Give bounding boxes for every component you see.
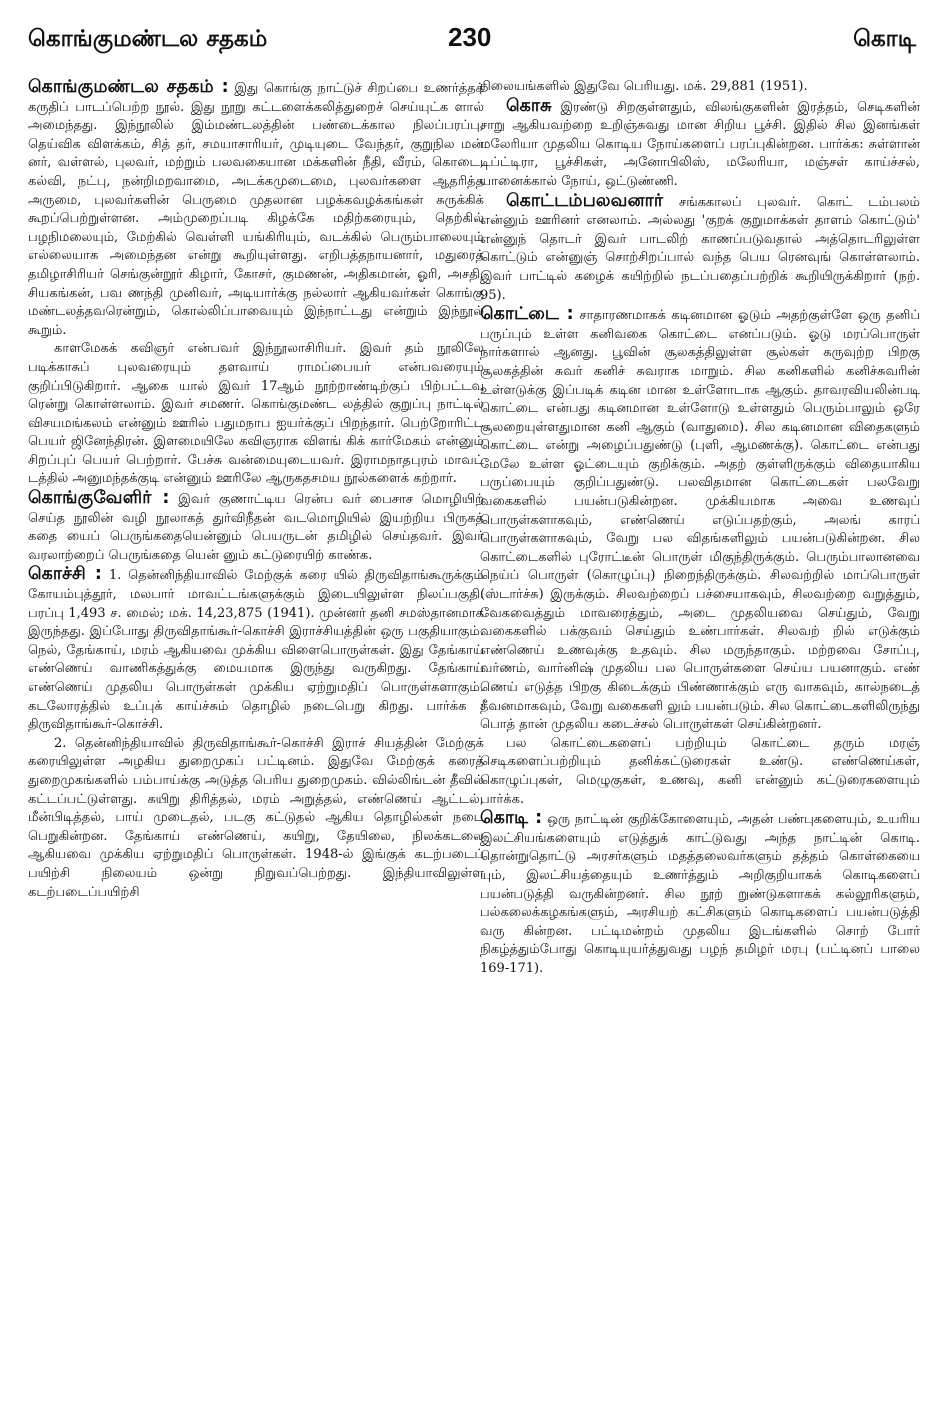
entry-text: ஒரு நாட்டின் குறிக்கோளையும், அதன் பண்புகளையும், உயரிய இலட்சியங்களையும் எடுத்துக் காட்டுவது அந்த நாட்டின் கொடி. தொன்றுதொட்டு அரசர்களும் மதத்தலைவர்களும் தத்தம் கொள்கையை யும், இலட்சியத்தையும் உணர்த்தும் அறிகுறியாகக் கொடிகளைப் பயன்படுத்தி வருகின்றனர். சில நூற் றுண்டுகளாகக் கல்லூரிகளும், பல்கலைக்கழகங்களும், அரசியற் கட்சிகளும் கொடிகளைப் பயன்படுத்தி வரு கின்றன. பட்டிமன்றம் முதலிய இடங்களில் சொற் போர் நிகழ்த்தும்போது கொடியுயர்த்துவது பழந் தமிழர் மரபு (பட்டினப் பாலை 169-171). bbox=[480, 812, 920, 976]
page-number: 230 bbox=[448, 22, 492, 52]
page-header bbox=[28, 22, 920, 62]
encyclopedia-entry bbox=[480, 97, 920, 192]
entry-headword: கொட்டம்பலவனார் bbox=[506, 190, 664, 211]
entry-text: 1. தென்னிந்தியாவில் மேற்குக் கரை யில் திருவிதாங்கூருக்கும் கோயம்புத்தூர், மலபார் மாவட்டங்களுக்கும் இடையிலுள்ள நிலப்பகுதி. பரப்பு 1,493 ச. மைல்; மக். 14,23,875 (1941). முன்னர் தனி சமஸ்தானமாக இருந்தது. இப்போது திருவிதாங்கூர்-கொச்சி இராச்சியத்தின் ஒரு பகுதியாகும். நெல், தேங்காய், மரம் ஆகியவை முக்கிய விளைபொருள்கள். இது தேங்காய் எண்ணெய் வாணிகத்துக்கு மையமாக இருந்து வருகிறது. தேங்காய் எண்ணெய் முதலிய பொருள்கள் முக்கிய ஏற்றுமதிப் பொருள்களாகும். கடலோரத்தில் உப்புக் காய்ச்சும் தொழில் நடைபெறு கிறது. பார்க்க : திருவிதாங்கூர்-கொச்சி. bbox=[28, 568, 484, 733]
entry-text: காளமேகக் கவிஞர் என்பவர் இந்நூலாசிரியர். இவர் தம் நூலிலே படிக்காசுப் புலவரையும் தளவாய் ராமப்பையர் என்பவரையும் குறிப்பிடுகிறார். ஆகை யால் இவர் 17ஆம் நூற்றாண்டிற்குப் பிற்பட்டவ ரென்று கொள்ளலாம். இவர் சமணர். கொங்குமண்ட லத்தில் குறுப்பு நாட்டில் விசயமங்கலம் என்னும் ஊரில் பதுமநாப ஐயர்க்குப் பிறந்தார். பெற்றோரிட்ட பெயர் ஜினேந்திரன். இளமையிலே கவிஞராக விளங் கிக் கார்மேகம் என்னும் சிறப்புப் பெயர் பெற்றார். பேச்சு வன்மையுடையவர். இராமநாதபுரம் மாவட் டத்தில் அனுமந்தக்குடி என்னும் ஊரிலே ஆருகதசமய நூல்களைக் கற்றார். bbox=[28, 341, 484, 487]
entry-text: இது கொங்கு நாட்டுச் சிறப்பை உணர்த்தக் கருதிப் பாடப்பெற்ற நூல். இது நூறு கட்டளைக்கலித்துறைச் செய்யுட்க ளால் அமைந்தது. இந்நூலில் இம்மண்டலத்தின் பண்டைக்கால நிலப்பரப்பு, தெய்விக விளக்கம், சித் தர், சமயாசாரியர், முடியுடை வேந்தர், குறுநில மன் னர், வள்ளல், புலவர், மற்றும் பலவகையான மக்களின் நீதி, வீரம், கொடை, கல்வி, நட்பு, நன்றிமறவாமை, அடக்கமுடைமை, புலவர்களை ஆதரித்த அருமை, புலவர்களின் பெருமை முதலான பழக்கவழக்கங்கள் சுருக்கிக் கூறப்பெற்றுள்ளன. அம்முறைப்படி கிழக்கே மதிற்கரையும், தெற்கில் பழநிமலையும், மேற்கில் வெள்ளி யங்கிரியும், வடக்கில் பெரும்பாலையும் எல்லையாக அமைந்தன என்று கூறியுள்ளது. எறிபத்தநாயனார், மதுரைத் தமிழாசிரியர் செங்குன்றூர் கிழார், கோசர், குமணன், அதிகமான், ஓரி, அசதி, சியகங்கன், பவ ணந்தி முனிவர், அடியார்க்கு நல்லார் ஆகியவர்கள் கொங்கு மண்டலத்தவரென்றும், கொல்லிப்பாவையும் இந்நாட்டது என்றும் இந்நூல் கூறும். bbox=[28, 81, 485, 338]
right-column bbox=[480, 78, 920, 979]
entry-text: சங்ககாலப் புலவர். கொட் டம்பலம் என்னும் ஊரினர் எனலாம். அல்லது 'குறக் குறுமாக்கள் தாளம் கொட்டும்' என்னுந் தொடர் இவர் பாடலிற் காணப்படுவதால் அத்தொடரிலுள்ள கொட்டும் என்னுஞ் சொற்சிறப்பால் வந்த பெய ரெனவுங் கொள்ளலாம். இவர் பாட்டில் கழைக் கயிற்றில் நடப்பதைப்பற்றிக் கூறியிருக்கிறார் (நற். 95). bbox=[480, 194, 920, 303]
left-column bbox=[28, 78, 484, 902]
encyclopedia-entry bbox=[480, 809, 920, 978]
encyclopedia-entry bbox=[480, 78, 920, 97]
entry-text: 2. தென்னிந்தியாவில் திருவிதாங்கூர்-கொச்சி இராச் சியத்தின் மேற்குக் கரையிலுள்ள அழகிய துறைமுகப் பட்டினம். இதுவே மேற்குக் கரைத் துறைமுகங்களில் பம்பாய்க்கு அடுத்த பெரிய துறைமுகம். வில்லிங்டன் தீவில் கட்டப்பட்டுள்ளது. கயிறு திரித்தல், மரம் அறுத்தல், எண்ணெய் ஆட்டல், மீன்பிடித்தல், பாய் முடைதல், படகு கட்டுதல் ஆகிய தொழில்கள் நடை பெறுகின்றன. தேங்காய் எண்ணெய், கயிறு, தேயிலை, நிலக்கடலை ஆகியவை முக்கிய ஏற்றுமதிப் பொருள்கள். 1948-ல் இங்குக் கடற்படைப் பயிற்சி நிலையம் ஒன்று நிறுவப்பெற்றது. இந்தியாவிலுள்ள கடற்படைப்பயிற்சி bbox=[28, 735, 484, 900]
entry-text: சாதாரணமாகக் கடினமான ஓடும் அதற்குள்ளே ஒரு தனிப் பருப்பும் உள்ள கனிவகை கொட்டை எனப்படும். ஓடு மரப்பொருள் நார்களால் ஆனது. பூவின் சூலகத்திலுள்ள சூல்கள் கருவுற்ற பிறகு சூலகத்தின் சுவர் கனிச் சுவராக மாறும். சில கனிகளில் கனிச்சுவரின் உள்ளடுக்கு இப்படிக் கடின மான உள்ளோடாக ஆகும். தாவரவியலின்படி கொட்டை என்பது கடினமான உள்ளோடு உள்ளதும் பெரும்பாலும் ஒரே சூலறையுள்ளதுமான கனி ஆகும் (வாதுமை). சில கடினமான விதைகளும் கொட்டை என்று அழைப்பதுண்டு (புளி, ஆமணக்கு). கொட்டை என்பது மேலே உள்ள ஓட்டையும் குறிக்கும். அதற் குள்ளிருக்கும் விதையாகிய பருப்பையும் குறிப்பதுண்டு. பலவிதமான கொட்டைகள் பலவேறு வகைகளில் பயன்படுகின்றன. முக்கியமாக அவை உணவுப் பொருள்களாகவும், எண்ணெய் எடுப்பதற்கும், அலங் காரப் பொருள்களாகவும், வேறு பல விதங்களிலும் பயன்படுகின்றன. சில கொட்டைகளில் புரோட்டீன் பொருள் மிகுந்திருக்கும். பெரும்பாலானவை நெய்ப் பொருள் (கொழுப்பு) நிறைந்திருக்கும். சிலவற்றில் மாப்பொருள் (ஸ்டார்ச்சு) இருக்கும். சிலவற்றைப் பச்சையாகவும், சிலவற்றை வறுத்தும், வேகவைத்தும் மாவரைத்தும், அடை முதலியவை செய்தும், வேறு வகைகளில் பக்குவம் செய்தும் உண்பார்கள். சிலவற் றில் எடுக்கும் எண்ணெய் உணவுக்கு உதவும். சில மருந்தாகும். மற்றவை சோப்பு, வர்ணம், வார்னிஷ் முதலிய பல பொருள்களை செய்ய பயனாகும். எண் ணெய் எடுத்த பிறகு கிடைக்கும் பிண்ணாக்கும் எரு வாகவும், கால்நடைத் தீவனமாகவும், வேறு வகைகளி லும் பயன்படும். சில கொட்டைகளிலிருந்து பொத் தான் முதலிய கடைச்சல் பொருள்கள் செய்கின்றனர். bbox=[480, 308, 920, 733]
entry-headword: கொச்சி : bbox=[28, 564, 103, 585]
entry-headword: கொசு bbox=[506, 95, 552, 116]
entry-headword: கொங்குமண்டல சதகம் : bbox=[28, 77, 229, 97]
running-title: கொங்குமண்டல சதகம் bbox=[28, 26, 268, 52]
running-headword: கொடி bbox=[853, 26, 916, 52]
encyclopedia-entry bbox=[28, 78, 484, 340]
entry-headword: கொடி : bbox=[480, 808, 543, 829]
encyclopedia-entry bbox=[480, 305, 920, 735]
entry-headword: கொட்டை : bbox=[480, 304, 574, 325]
encyclopedia-entry bbox=[28, 340, 484, 489]
entry-text: இவர் குணாட்டிய ரென்ப வர் பைசாச மொழியிற் செய்த நூலின் வழி நூலாகத் துர்விநீதன் வடமொழியில் இயற்றிய பிருகத் கதை யைப் பெருங்கதையென்னும் பெயருடன் தமிழில் செய்தவர். இவர் வரலாற்றைப் பெருங்கதை யென் னும் கட்டுரையிற் காண்க. bbox=[28, 492, 484, 563]
encyclopedia-entry bbox=[480, 735, 920, 809]
encyclopedia-entry bbox=[28, 489, 484, 565]
entry-text: பல கொட்டைகளைப் பற்றியும் கொட்டை தரும் மரஞ் செடிகளைப்பற்றியும் தனிக்கட்டுரைகள் உண்டு. எண்ணெய்கள், கொழுப்புகள், மெழுகுகள், உணவு, கனி என்னும் கட்டுரைகளையும் பார்க்க. bbox=[480, 735, 920, 807]
entry-headword: கொங்குவேளிர் : bbox=[28, 488, 170, 509]
entry-text: நிலையங்களில் இதுவே பெரியது. மக். 29,881 (1951). bbox=[480, 79, 808, 94]
encyclopedia-entry bbox=[480, 192, 920, 306]
entry-text: இரண்டு சிறகுள்ளதும், விலங்குகளின் இரத்தம், செடிகளின் சாறு ஆகியவற்றை உறிஞ்சுவது மான சிறிய பூச்சி. இதில் சில இனங்கள் மலேரியா முதலிய கொடிய நோய்களைப் பரப்புகின்றன. பார்க்க: சுள்ளான் டிப்ட்டிரா, பூச்சிகள், அனோபிலிஸ், மலேரியா, மஞ்சள் காய்ச்சல், யானைக்கால் நோய், ஒட்டுண்ணி. bbox=[480, 99, 920, 189]
encyclopedia-entry bbox=[28, 735, 484, 902]
encyclopedia-entry bbox=[28, 565, 484, 734]
